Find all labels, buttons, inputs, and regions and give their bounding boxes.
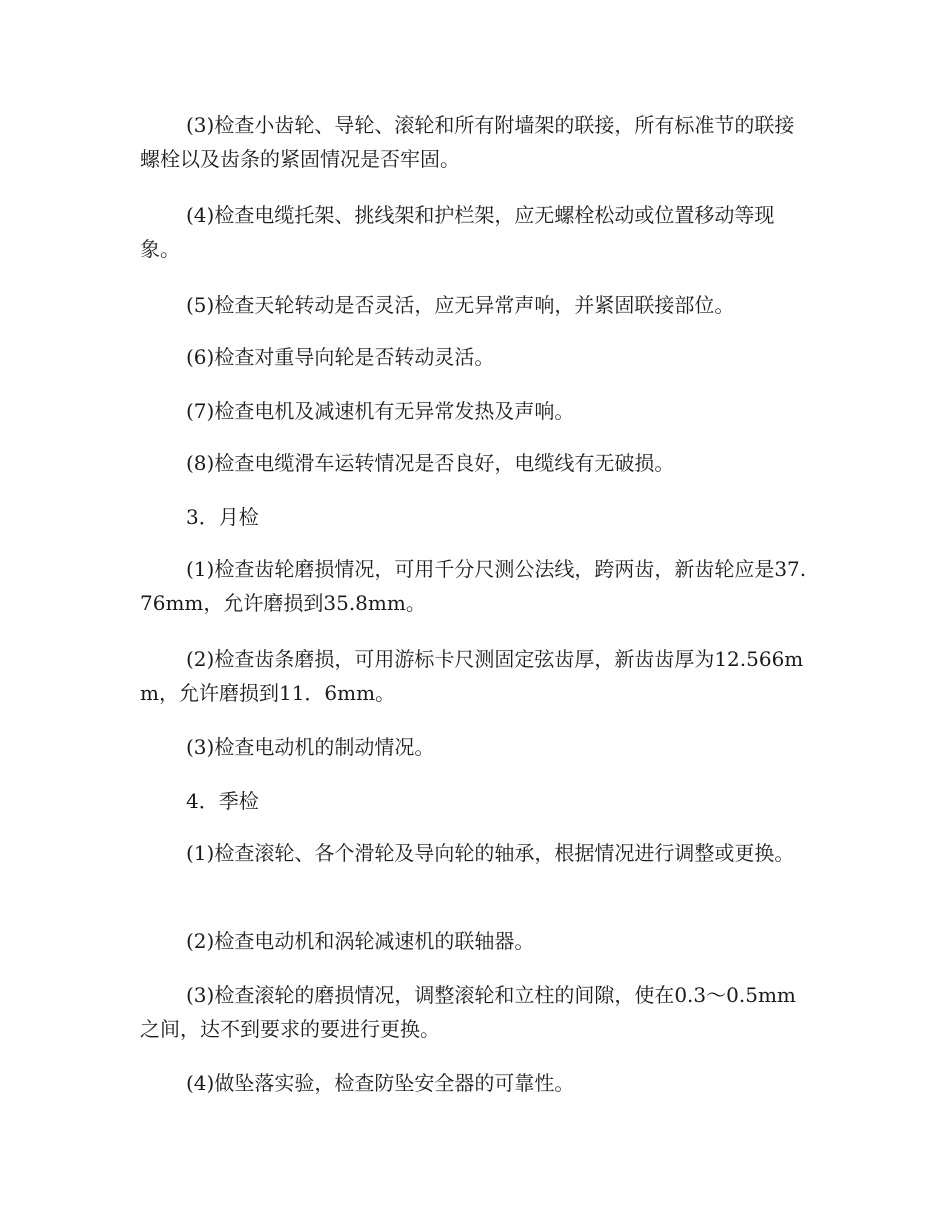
paragraph-check-motor-brake: (3)检查电动机的制动情况。: [186, 735, 435, 759]
paragraph-check-bearings: (1)检查滚轮、各个滑轮及导向轮的轴承，根据情况进行调整或更换。: [186, 841, 795, 865]
section-heading-monthly: 3．月检: [186, 505, 259, 529]
paragraph-check-coupling: (2)检查电动机和涡轮减速机的联轴器。: [186, 929, 535, 953]
paragraph-check-gear-wear: (1)检查齿轮磨损情况，可用千分尺测公法线，跨两齿，新齿轮应是37.76mm，允许磨损到35.8mm。: [140, 557, 807, 615]
paragraph-check-top-wheel: (5)检查天轮转动是否灵活，应无异常声响，并紧固联接部位。: [186, 293, 735, 317]
paragraph-check-cable-bracket: (4)检查电缆托架、挑线架和护栏架，应无螺栓松动或位置移动等现象。: [140, 203, 775, 261]
section-heading-quarterly: 4．季检: [186, 789, 259, 813]
paragraph-check-roller-gap: (3)检查滚轮的磨损情况，调整滚轮和立柱的间隙，使在0.3～0.5mm之间，达不到要求的要进行更换。: [140, 983, 796, 1041]
paragraph-check-cable-trolley: (8)检查电缆滑车运转情况是否良好，电缆线有无破损。: [186, 451, 675, 475]
paragraph-check-pinion: (3)检查小齿轮、导轮、滚轮和所有附墙架的联接，所有标准节的联接螺栓以及齿条的紧固情况是否牢固。: [140, 113, 795, 171]
paragraph-drop-test: (4)做坠落实验，检查防坠安全器的可靠性。: [186, 1071, 575, 1095]
paragraph-check-rack-wear: (2)检查齿条磨损，可用游标卡尺测固定弦齿厚，新齿齿厚为12.566mm，允许磨损到11．6mm。: [140, 647, 804, 705]
paragraph-check-counterweight-wheel: (6)检查对重导向轮是否转动灵活。: [186, 345, 495, 369]
paragraph-check-motor-reducer: (7)检查电机及减速机有无异常发热及声响。: [186, 399, 575, 423]
